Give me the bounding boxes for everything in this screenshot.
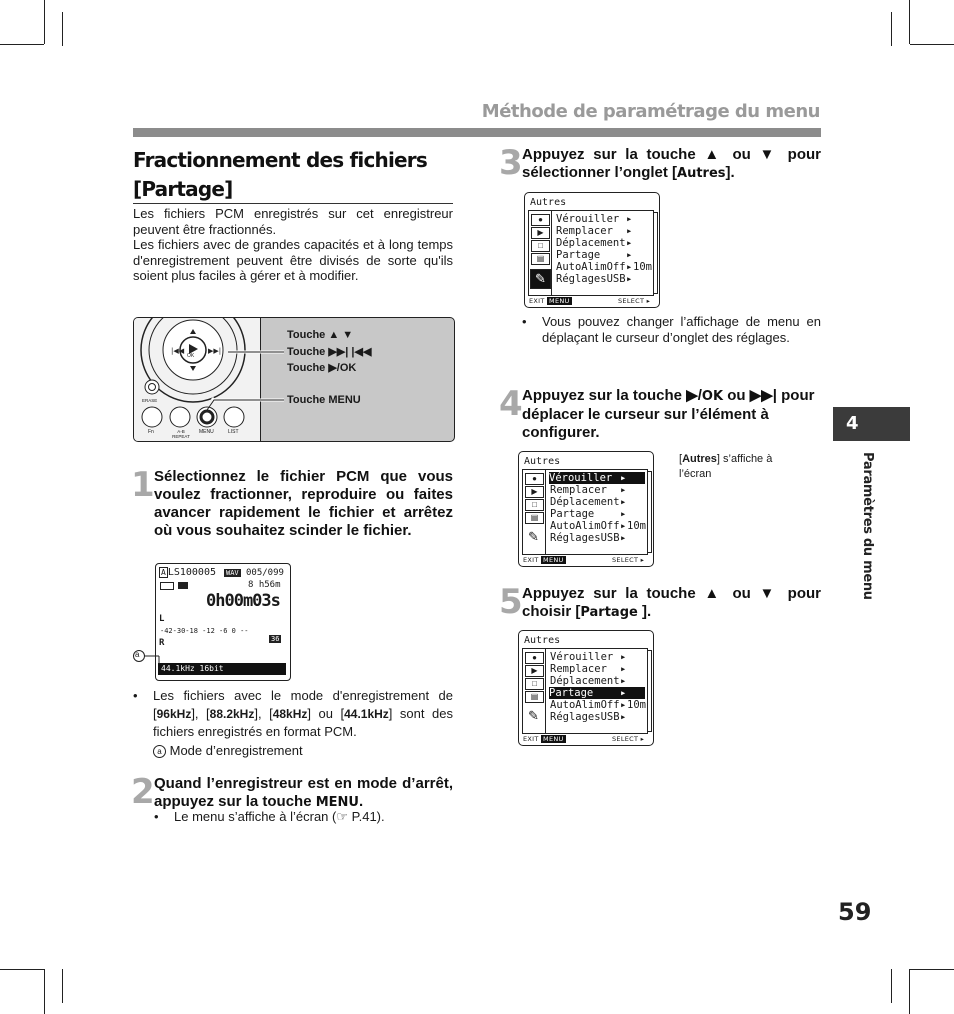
elapsed-time: 0h00m03s (206, 591, 280, 611)
crop-mark (910, 44, 954, 45)
bullet-dot: • (133, 688, 138, 703)
chevron-right-icon: ▸ (620, 675, 627, 687)
intro-paragraph-2: Les fichiers avec de grandes capacités et à long temps d'enregistrement peuvent être divisés de sorte qu'ils soient plus faciles à gérer et à modifier. (133, 237, 453, 283)
card-tab-icon: ▤ (525, 691, 544, 703)
device-illustration (133, 317, 455, 442)
menu-item-label: Partage (549, 687, 594, 699)
key-label-menu: Touche MENU (287, 393, 361, 406)
menu-item-autoalimoff (550, 520, 646, 532)
chevron-right-icon: ▸ (620, 496, 627, 508)
menu-item-label: AutoAlimOff (550, 520, 620, 532)
step-2-text-a: Quand l’enregistreur est en mode d’arrêt, appuyez sur la touche (154, 775, 453, 810)
menu-screen-partage (518, 630, 654, 746)
play-tab-icon: ▶ (531, 227, 550, 239)
chevron-right-icon: ▸ (620, 472, 627, 484)
wrench-tab-icon: ✎ (528, 708, 539, 723)
battery-icon (160, 582, 174, 590)
mode-96khz: 96kHz (156, 707, 192, 721)
step-2-number: 2 (131, 772, 155, 812)
select-label: SELECT (612, 556, 639, 564)
menu-item-label: RéglagesUSB (556, 273, 626, 285)
step-3-bullet (522, 314, 821, 345)
step-3-text-b: ]. (725, 164, 735, 181)
menu-item-label: RéglagesUSB (550, 711, 620, 723)
menu-tag: MENU (543, 735, 564, 743)
bullet-text-b: sont des fichiers enregistrés en format PCM. (153, 706, 453, 739)
menu-item-label: AutoAlimOff (556, 261, 626, 273)
device-key-labels (287, 327, 371, 408)
menu-tag: MENU (549, 297, 570, 305)
channel-r: R (159, 638, 165, 648)
remaining-time: 8 h56m (248, 580, 281, 590)
menu-item-label: Vérouiller (556, 213, 620, 225)
bullet-text-a: Les fichiers avec le mode d'enregistrement de (153, 688, 453, 703)
chevron-right-icon: ▸ (620, 532, 627, 544)
crop-mark (909, 969, 910, 1014)
menu-item-autoalimoff (550, 699, 646, 711)
crop-mark (891, 12, 892, 46)
card-tab-icon: ▤ (531, 253, 550, 265)
section-title-line2: [Partage] (133, 177, 233, 201)
menu-item-verrouiller (556, 213, 633, 225)
crop-mark (0, 969, 44, 970)
step-1-number: 1 (131, 465, 155, 505)
menu-item-partage (550, 508, 627, 520)
menu-item-label: RéglagesUSB (550, 532, 620, 544)
menu-footer-select: SELECT ▸ (612, 735, 645, 743)
step-4-key: OK (701, 389, 724, 404)
menu-footer-select: SELECT ▸ (612, 556, 645, 564)
menu-item-deplacement (550, 496, 627, 508)
menu-item-verrouiller (549, 472, 645, 484)
menu-footer-exit (529, 297, 572, 305)
exit-label: EXIT (529, 297, 545, 305)
step-3-number: 3 (499, 143, 523, 183)
select-label: SELECT (618, 297, 645, 305)
step-1-bullet: • Les fichiers avec le mode d'enregistrement de [96kHz], [88.2kHz], [48kHz] ou [44.1kHz] sont des fichiers enregistrés en format PCM. a Mode d’enregistrement (133, 688, 453, 758)
wrench-tab-icon: ✎ (528, 529, 539, 544)
crop-mark (909, 0, 910, 44)
menu-tab-title: Autres (524, 456, 561, 467)
step-2-bullet-text: Le menu s’affiche à l’écran (☞ P.41). (174, 809, 385, 824)
menu-item-label: Vérouiller (549, 472, 613, 484)
mode-44khz: 44.1kHz (344, 707, 389, 721)
menu-item-autoalimoff (556, 261, 652, 273)
mic-tab-icon: ● (525, 473, 544, 485)
step-4-number: 4 (499, 384, 523, 424)
crop-mark (62, 969, 63, 1003)
step-2-bullet (154, 809, 453, 825)
crop-mark (891, 969, 892, 1003)
section-title-line1: Fractionnement des fichiers (133, 148, 427, 172)
menu-item-label: Déplacement (550, 675, 620, 687)
ok-label: OK (187, 353, 195, 359)
step-3-key: Autres (677, 166, 726, 181)
device-body (134, 318, 261, 441)
step-4-note-key: Autres (682, 453, 717, 465)
bullet-dot: • (154, 809, 159, 824)
step-1-text: Sélectionnez le fichier PCM que vous voulez fractionner, reproduire ou faites avancer rapidement le fichier et arrêtez où vous souhaitez scinder le fichier. (154, 468, 453, 539)
chapter-tab: 4 (833, 407, 910, 441)
chevron-right-icon: ▸ (620, 699, 627, 711)
step-5-key: Partage (580, 605, 638, 620)
callout-legend (133, 743, 453, 759)
bullet-dot: • (522, 314, 527, 329)
scrollbar (653, 212, 658, 294)
scrollbar (647, 650, 652, 732)
recorder-screen (155, 563, 291, 681)
menu-screen-tab (524, 192, 660, 308)
menu-item-partage (556, 249, 633, 261)
mic-tab-icon: ● (525, 652, 544, 664)
folder-icon: A (161, 568, 166, 577)
menu-item-reglagesusb (550, 532, 627, 544)
menu-item-label: Déplacement (556, 237, 626, 249)
level-tag: 36 (271, 635, 280, 643)
step-5-text (522, 585, 821, 622)
file-counter: 005/099 (246, 568, 284, 578)
step-4-note-text: ] s’affiche à l’écran (679, 453, 773, 480)
menu-footer-exit (523, 735, 566, 743)
menu-item-label: Remplacer (550, 484, 607, 496)
record-mode-bar: 44.1kHz 16bit (158, 663, 286, 675)
display-tab-icon: □ (525, 678, 544, 690)
level-scale: -42-30-18 -12 -6 0 -- (160, 627, 249, 635)
exit-label: EXIT (523, 735, 539, 743)
play-tab-icon: ▶ (525, 665, 544, 677)
menu-item-label: Partage (556, 249, 601, 261)
scrollbar (647, 471, 652, 553)
crop-mark (0, 44, 44, 45)
chapter-label: Paramètres du menu (860, 452, 875, 600)
select-label: SELECT (612, 735, 639, 743)
menu-frame (528, 210, 654, 296)
ab-repeat-label: A-B REPEAT (172, 429, 190, 439)
key-label-play-ok: Touche ▶/OK (287, 362, 357, 374)
menu-screen-item (518, 451, 654, 567)
chevron-right-icon: ▸ (620, 711, 627, 723)
autooff-value: 10m (627, 699, 646, 711)
crop-mark (910, 969, 954, 970)
menu-frame (522, 648, 648, 734)
chevron-right-icon: ▸ (626, 213, 633, 225)
menu-footer-exit (523, 556, 566, 564)
menu-item-remplacer (556, 225, 633, 237)
menu-item-remplacer (550, 484, 627, 496)
mode-88khz: 88.2kHz (209, 707, 255, 721)
display-tab-icon: □ (525, 499, 544, 511)
chevron-right-icon: ▸ (620, 687, 627, 699)
callout-a-badge: a (153, 745, 166, 758)
callout-a-marker: a (135, 650, 140, 659)
step-5-text-a: Appuyez sur la touche ▲ ou ▼ pour choisir [ (522, 585, 821, 620)
step-4-text-a: Appuyez sur la touche ▶/ (522, 387, 702, 404)
wrench-tab-icon: ✎ (530, 269, 551, 289)
format-badge: WAV (226, 569, 239, 577)
crop-mark (62, 12, 63, 46)
chevron-right-icon: ▸ (626, 261, 633, 273)
menu-item-remplacer (550, 663, 627, 675)
erase-label: ERASE (142, 398, 158, 403)
chevron-right-icon: ▸ (626, 237, 633, 249)
header-bar (133, 128, 821, 137)
key-label-updown: Touche ▲ ▼ (287, 329, 354, 341)
menu-tab-title: Autres (524, 635, 561, 646)
menu-item-partage (549, 687, 645, 699)
step-5-text-b: ]. (637, 603, 652, 620)
chevron-right-icon: ▸ (620, 508, 627, 520)
menu-item-reglagesusb (550, 711, 627, 723)
step-3-bullet-text: Vous pouvez changer l’affichage de menu en déplaçant le curseur d’onglet des réglages. (542, 314, 821, 345)
chevron-right-icon: ▸ (620, 651, 627, 663)
chevron-right-icon: ▸ (620, 663, 627, 675)
chevron-right-icon: ▸ (626, 249, 633, 261)
crop-mark (44, 0, 45, 44)
step-3-text (522, 146, 821, 183)
chevron-right-icon: ▸ (626, 273, 633, 285)
menu-frame (522, 469, 648, 555)
step-3-text-a: Appuyez sur la touche ▲ ou ▼ pour sélectionner l’onglet [ (522, 146, 821, 181)
display-tab-icon: □ (531, 240, 550, 252)
running-header: Méthode de paramétrage du menu (481, 101, 820, 122)
list-label: LIST (228, 429, 239, 435)
step-4-note: [Autres] s’affiche à l’écran (679, 453, 773, 480)
mic-icon (178, 582, 188, 589)
chevron-right-icon: ▸ (620, 520, 627, 532)
chevron-right-icon: ▸ (620, 484, 627, 496)
menu-item-label: Partage (550, 508, 595, 520)
autooff-value: 10m (627, 520, 646, 532)
menu-item-deplacement (556, 237, 633, 249)
play-tab-icon: ▶ (525, 486, 544, 498)
step-2-text: Quand l’enregistreur est en mode d’arrêt, appuyez sur la touche MENU. (154, 775, 453, 810)
menu-item-label: Remplacer (556, 225, 613, 237)
file-name (159, 567, 216, 578)
mode-48khz: 48kHz (272, 707, 308, 721)
exit-label: EXIT (523, 556, 539, 564)
step-4-text-b: ou ▶▶| pour déplacer le curseur sur l’élément à configurer. (522, 387, 815, 441)
chevron-right-icon: ▸ (626, 225, 633, 237)
channel-l: L (159, 614, 165, 624)
menu-item-deplacement (550, 675, 627, 687)
key-label-skip: Touche ▶▶| |◀◀ (287, 345, 372, 358)
menu-item-reglagesusb (556, 273, 633, 285)
autooff-value: 10m (633, 261, 652, 273)
svg-text:|◀◀: |◀◀ (171, 347, 185, 355)
menu-tag: MENU (543, 556, 564, 564)
section-rule (133, 203, 453, 204)
menu-item-label: AutoAlimOff (550, 699, 620, 711)
menu-item-label: Remplacer (550, 663, 607, 675)
menu-tab-title: Autres (530, 197, 567, 208)
step-5-number: 5 (499, 582, 523, 622)
menu-item-label: Vérouiller (550, 651, 614, 663)
step-4-text (522, 387, 821, 442)
section-title (133, 146, 427, 204)
device-drawing (134, 318, 260, 441)
file-name-text: LS100005 (167, 567, 216, 578)
intro-paragraph-1: Les fichiers PCM enregistrés sur cet enregistreur peuvent être fractionnés. (133, 206, 453, 237)
menu-item-verrouiller (550, 651, 627, 663)
menu-label: MENU (199, 429, 214, 435)
menu-footer-select: SELECT ▸ (618, 297, 651, 305)
callout-a-text: Mode d’enregistrement (169, 743, 303, 758)
card-tab-icon: ▤ (525, 512, 544, 524)
crop-mark (44, 969, 45, 1014)
fn-label: Fn (148, 429, 154, 435)
page-number: 59 (838, 898, 872, 926)
menu-item-label: Déplacement (550, 496, 620, 508)
step-2-key: MENU (315, 795, 359, 810)
mic-tab-icon: ● (531, 214, 550, 226)
svg-text:▶▶|: ▶▶| (208, 347, 222, 355)
